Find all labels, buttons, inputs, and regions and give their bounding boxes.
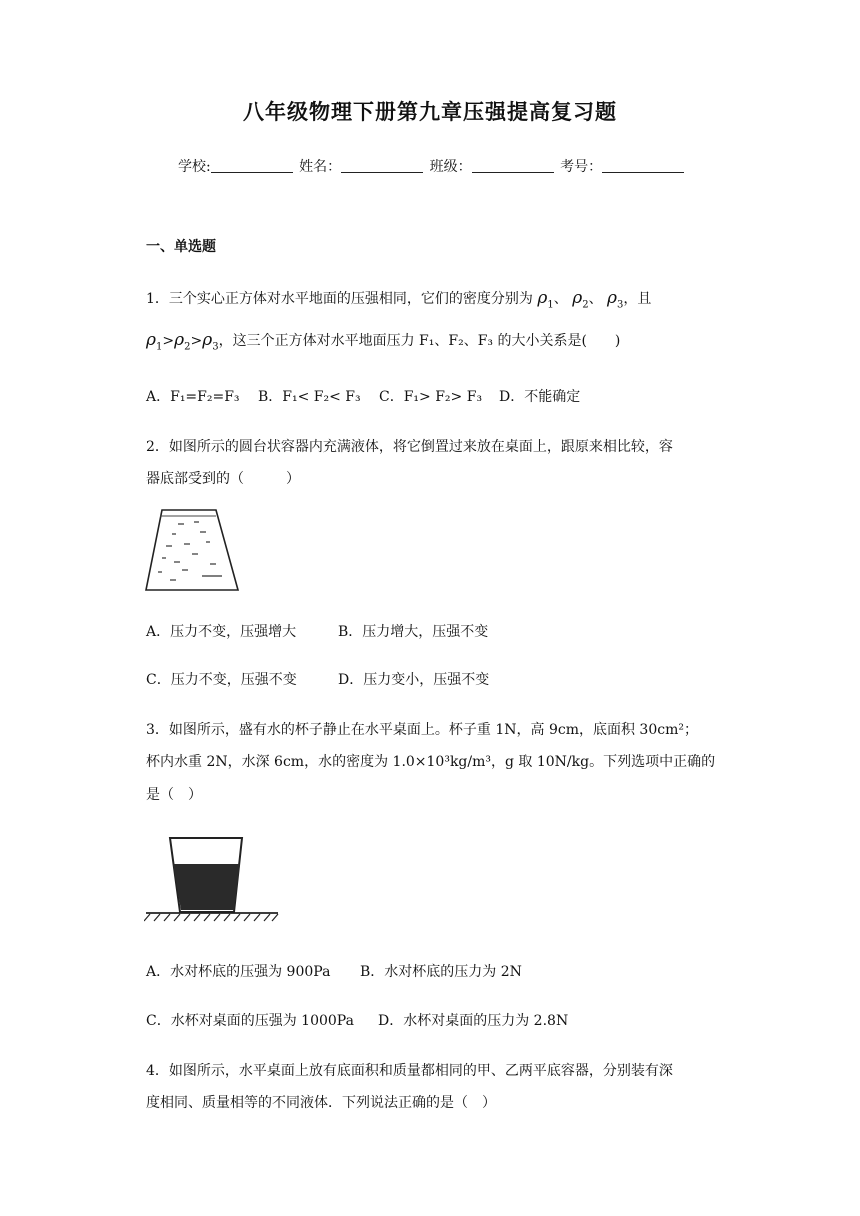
question-3-line-3: 是（ ） [146, 787, 202, 803]
question-3-line-2: 杯内水重 2N，水深 6cm，水的密度为 1.0×10³kg/m³，g 取 10N/kg。下列选项中正确的 [146, 754, 716, 770]
question-2-line-1: 2．如图所示的圆台状容器内充满液体，将它倒置过来放在桌面上，跟原来相比较，容 [146, 439, 673, 455]
question-1-options [146, 386, 580, 406]
option-b[interactable]: B．水对杯底的压力为 2N [360, 964, 522, 980]
option-d[interactable]: D．压力变小，压强不变 [338, 672, 490, 688]
option-b[interactable]: B．压力增大，压强不变 [338, 624, 489, 640]
option-a[interactable]: A．F₁=F₂=F₃ [146, 389, 240, 405]
section-heading: 一、单选题 [146, 239, 216, 255]
question-1-line-2: $\rho_1>\rho_2>\rho_3$，这三个正方体对水平地面压力 F₁、F₂、F₃ 的大小关系是( ) [146, 330, 621, 353]
rho-1-inequality: $\rho_1$ [146, 330, 163, 353]
question-2-options-row-2 [146, 669, 489, 689]
water-cup-figure [144, 834, 280, 922]
student-info-line [178, 156, 686, 176]
exam-number-blank [602, 158, 684, 173]
class-label: 班级： [429, 159, 472, 175]
option-b[interactable]: B．F₁< F₂< F₃ [258, 389, 361, 405]
school-blank [211, 158, 293, 173]
name-blank [341, 158, 423, 173]
question-1-line-1: 1．三个实心正方体对水平地面的压强相同，它们的密度分别为 $\rho_1$、 $\rho_2$、 $\rho_3$，且 [146, 288, 652, 311]
question-4-line-1: 4．如图所示，水平桌面上放有底面积和质量都相同的甲、乙两平底容器，分别装有深 [146, 1063, 673, 1079]
option-c[interactable]: C．压力不变，压强不变 [146, 672, 297, 688]
question-2-options-row-1 [146, 621, 488, 641]
page-title: 八年级物理下册第九章压强提高复习题 [243, 99, 617, 124]
name-label: 姓名： [299, 159, 342, 175]
question-4-line-2: 度相同、质量相等的不同液体．下列说法正确的是（ ） [146, 1095, 496, 1111]
option-d[interactable]: D．不能确定 [499, 389, 581, 405]
question-1-text: 1．三个实心正方体对水平地面的压强相同，它们的密度分别为 [146, 291, 533, 307]
school-label: 学校: [178, 159, 211, 175]
question-2-line-2: 器底部受到的（ ） [146, 471, 300, 487]
rho-2: $\rho_2$ [572, 288, 589, 311]
option-d[interactable]: D．水杯对桌面的压力为 2.8N [378, 1013, 569, 1029]
question-1-text-2: ，这三个正方体对水平地面压力 F₁、F₂、F₃ 的大小关系是( ) [218, 333, 621, 349]
question-3-line-1: 3．如图所示，盛有水的杯子静止在水平桌面上。杯子重 1N，高 9cm，底面积 30cm²； [146, 722, 698, 738]
rho-1: $\rho_1$ [537, 288, 554, 311]
option-a[interactable]: A．水对杯底的压强为 900Pa [146, 964, 331, 980]
question-3-options-row-2 [146, 1010, 568, 1030]
option-a[interactable]: A．压力不变，压强增大 [146, 624, 297, 640]
question-3-options-row-1 [146, 961, 522, 981]
option-c[interactable]: C．F₁> F₂> F₃ [379, 389, 483, 405]
class-blank [472, 158, 554, 173]
rho-3: $\rho_3$ [607, 288, 624, 311]
option-c[interactable]: C．水杯对桌面的压强为 1000Pa [146, 1013, 354, 1029]
frustum-container-figure [144, 508, 240, 594]
exam-number-label: 考号： [560, 159, 603, 175]
